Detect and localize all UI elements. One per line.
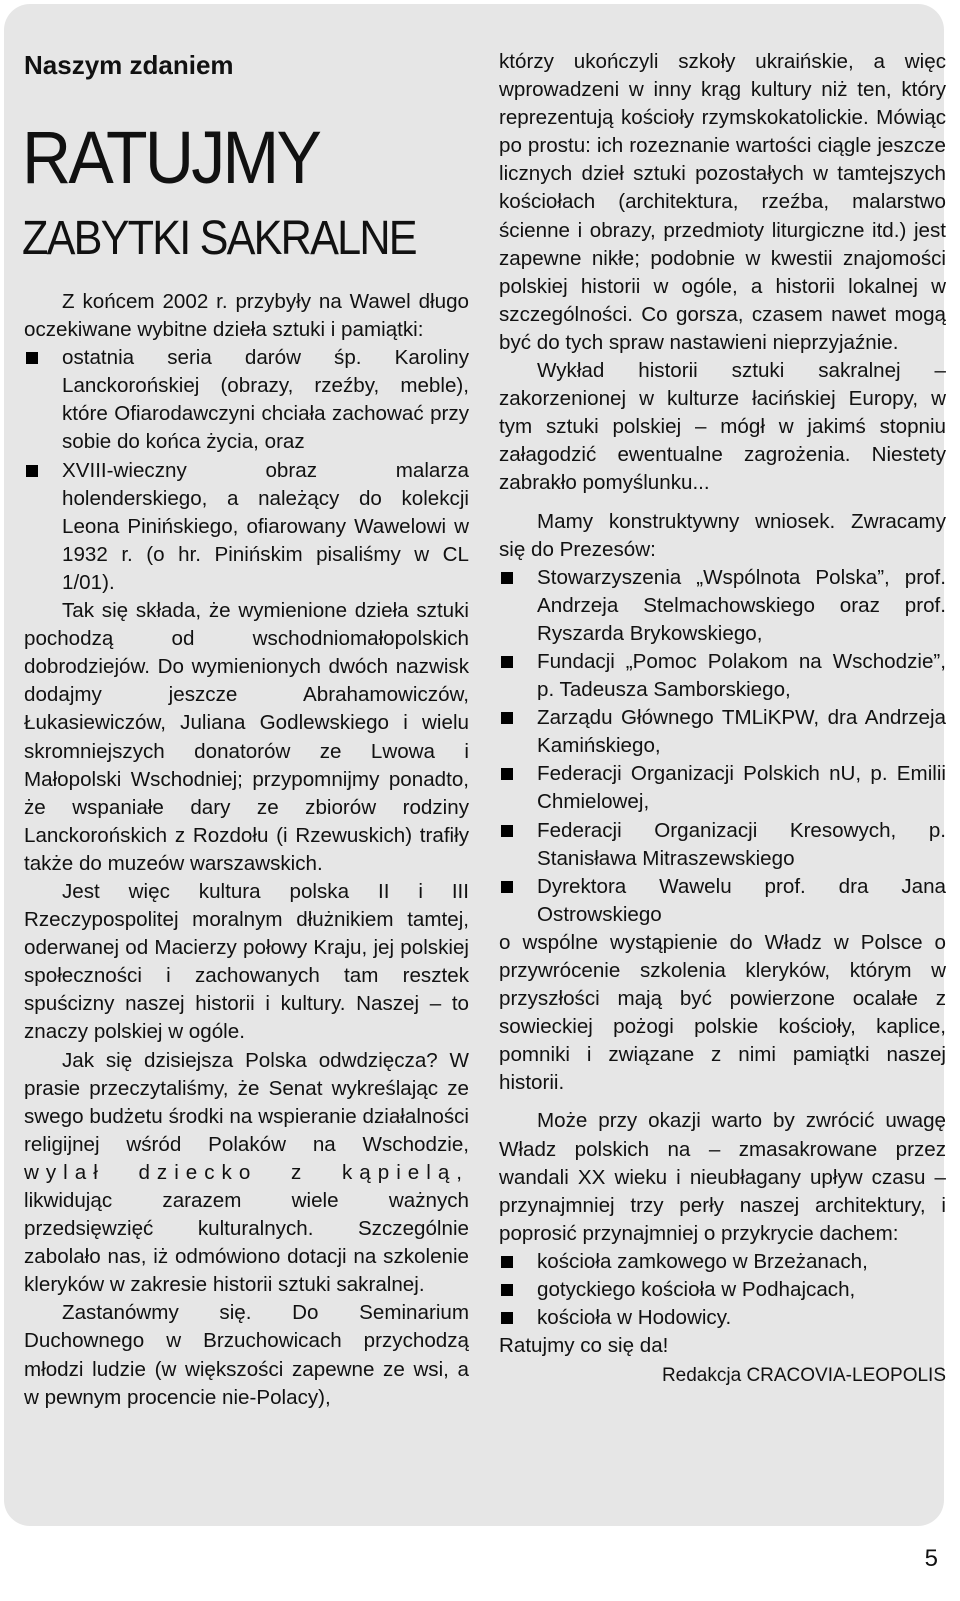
gifts-list	[24, 344, 469, 597]
paragraph: Jak się dzisiejsza Polska odwdzięcza? W prasie przeczytaliśmy, że Senat wykreślając ze swego budżetu środki na wspieranie działalności religijnej wśród Polaków na Wschodzie, wylał dziecko z kąpielą, likwidując zarazem wiele ważnych przedsięwzięć kulturalnych. Szczególnie zabolało nas, iż odmówiono dotacji na szkolenie kleryków w zakresie historii sztuki sakralnej.	[24, 1048, 469, 1297]
square-bullet-icon	[501, 712, 513, 724]
paragraph: którzy ukończyli szkoły ukraińskie, a więc wprowadzeni w inny krąg kultury niż ten, który reprezentują kościoły rzymskokatolickie. Mówiąc po prostu: ich rozeznanie wartości ciągle jeszcze licznych dzieł sztuki pozostałych w tamtejszych kościołach (architektura, rzeźba, malarstwo ścienne i obrazy, przedmioty liturgiczne itd.) jest zapewne nikłe; podobnie w kwestii znajomości polskiej historii w ogóle, a historii lokalnej w szczególności. Co gorsza, czasem nawet mogą być do tych spraw nastawieni nieprzyjaźnie.	[499, 50, 946, 354]
section-label: Naszym zdaniem	[24, 50, 234, 80]
article-panel	[4, 4, 944, 1526]
list-item: gotyckiego kościoła w Podhajcach,	[499, 1276, 946, 1304]
paragraph: o wspólne wystąpienie do Władz w Polsce o przywrócenie szkolenia kleryków, którym w przyszłości mają być powierzone ocalałe z sowieckiej pożogi polskie kościoły, kaplice, pomniki i związane z nimi pamiątki naszej historii.	[499, 930, 946, 1095]
presidents-list	[499, 564, 946, 929]
square-bullet-icon	[501, 1256, 513, 1268]
list-item: Federacji Organizacji Polskich nU, p. Emilii Chmielowej,	[499, 760, 946, 816]
paragraph: Mamy konstruktywny wniosek. Zwracamy się do Prezesów:	[499, 509, 946, 561]
list-item: kościoła w Hodowicy.	[499, 1304, 946, 1332]
list-item: Federacji Organizacji Kresowych, p. Stanisława Mitraszewskiego	[499, 817, 946, 873]
closing-line: Ratujmy co się da!	[499, 1334, 669, 1358]
article-title: RATUJMY	[22, 116, 320, 199]
paragraph: Tak się składa, że wymienione dzieła sztuki pochodzą od wschodniomałopolskich dobrodziejów. Do wymienionych dwóch nazwisk dodajmy jeszcze Abrahamowiczów, Łukasiewiczów, Juliana Godlewskiego i wielu skromniejszych donatorów ze Lwowa i Małopolski Wschodniej; przypomnijmy ponadto, że wspaniałe dary ze zbiorów rodziny Lanckorońskich z Rozdołu (i Rzewuskich) trafiły także do muzeów warszawskich.	[24, 599, 469, 875]
square-bullet-icon	[26, 352, 38, 364]
paragraph: Jest więc kultura polska II i III Rzeczypospolitej moralnym dłużnikiem tamtej, oderwanej od Macierzy połowy Kraju, jej polskiej społeczności i zachowanych tam resztek spuścizny naszej historii i kultury. Naszej – to znaczy polskiej w ogóle.	[24, 879, 469, 1044]
square-bullet-icon	[501, 881, 513, 893]
list-item: Stowarzyszenia „Wspólnota Polska”, prof. Andrzeja Stelmachowskiego oraz prof. Ryszarda Brykowskiego,	[499, 564, 946, 648]
article-subtitle: ZABYTKI SAKRALNE	[22, 212, 416, 265]
square-bullet-icon	[501, 768, 513, 780]
paragraph: Wykład historii sztuki sakralnej – zakorzenionej w kulturze łacińskiej Europy, w tym sztuki polskiej – mógł w jakimś stopniu załagodzić ewentualne zagrożenia. Niestety zabrakło pomyślunku...	[499, 359, 946, 495]
emphasis-spaced: wylał dziecko z kąpielą,	[24, 1160, 469, 1184]
right-column	[499, 48, 946, 1390]
square-bullet-icon	[26, 465, 38, 477]
list-item: kościoła zamkowego w Brzeżanach,	[499, 1248, 946, 1276]
intro-paragraph: Z końcem 2002 r. przybyły na Wawel długo oczekiwane wybitne dzieła sztuki i pamiątki:	[24, 290, 469, 342]
square-bullet-icon	[501, 1284, 513, 1296]
paragraph: Może przy okazji warto by zwrócić uwagę Władz polskich na – zmasakrowane przez wandali XX wieku i nieubłagany upływ czasu – przynajmniej trzy perły naszej architektury, i poprosić przynajmniej o przykrycie dachem:	[499, 1109, 946, 1245]
list-item: ostatnia seria darów śp. Karoliny Lanckorońskiej (obrazy, rzeźby, meble), które Ofiarodawczyni chciała zachować przy sobie do końca życia, oraz	[24, 344, 469, 456]
square-bullet-icon	[501, 825, 513, 837]
page-number: 5	[924, 1545, 938, 1572]
list-item: Dyrektora Wawelu prof. dra Jana Ostrowskiego	[499, 873, 946, 929]
list-item: Fundacji „Pomoc Polakom na Wschodzie”, p. Tadeusza Samborskiego,	[499, 648, 946, 704]
square-bullet-icon	[501, 1312, 513, 1324]
square-bullet-icon	[501, 656, 513, 668]
signature: Redakcja CRACOVIA-LEOPOLIS	[661, 1365, 946, 1387]
list-item: XVIII-wieczny obraz malarza holenderskiego, a należący do kolekcji Leona Pinińskiego, ofiarowany Wawelowi w 1932 r. (o hr. Pinińskim pisaliśmy w CL 1/01).	[24, 457, 469, 597]
paragraph: Zastanówmy się. Do Seminarium Duchownego w Brzuchowicach przychodzą młodzi ludzie (w większości zapewne ze wsi, a w pewnym procencie nie-Polacy),	[24, 1301, 469, 1409]
left-column	[24, 46, 469, 1412]
square-bullet-icon	[501, 572, 513, 584]
list-item: Zarządu Głównego TMLiKPW, dra Andrzeja Kamińskiego,	[499, 704, 946, 760]
churches-list	[499, 1248, 946, 1332]
